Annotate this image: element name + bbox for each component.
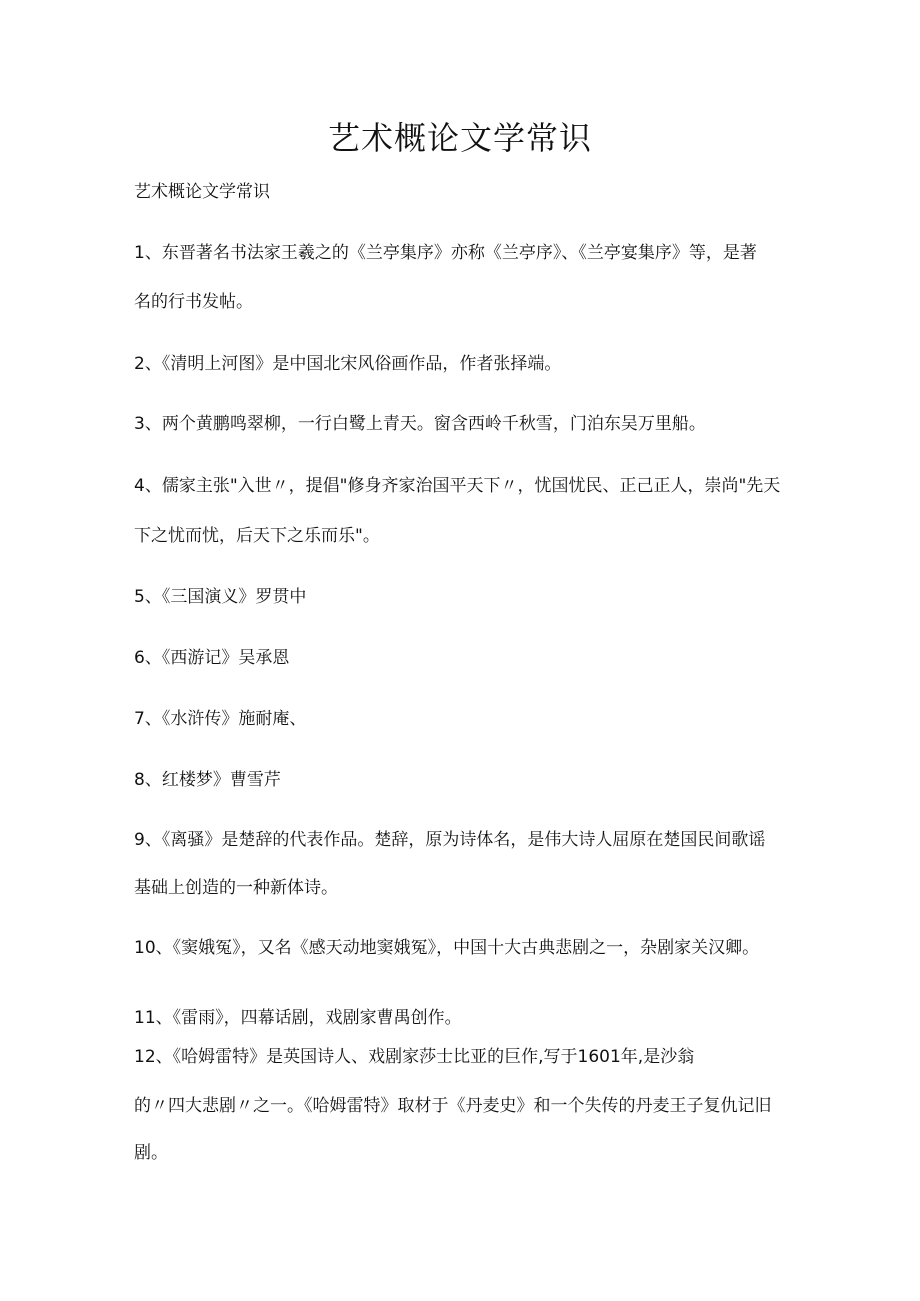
text-line-item5: 5、《三国演义》罗贯中 — [134, 587, 307, 607]
text-line-item11: 11、《雷雨》，四幕话剧，戏剧家曹禺创作。 — [134, 1008, 462, 1028]
text-line-item12-b: 的〃四大悲剧〃之一。《哈姆雷特》取材于《丹麦史》和一个失传的丹麦王子复仇记旧 — [134, 1096, 772, 1116]
text-line-item4-a: 4、儒家主张"入世〃，提倡"修身齐家治国平天下〃，忧国忧民、正己正人，崇尚"先天 — [134, 476, 781, 496]
text-line-item10: 10、《窦娥冤》，又名《感天动地窦娥冤》，中国十大古典悲剧之一，杂剧家关汉卿。 — [134, 938, 760, 958]
text-line-item2: 2、《清明上河图》是中国北宋风俗画作品，作者张择端。 — [134, 354, 562, 374]
document-title: 艺术概论文学常识 — [327, 119, 592, 157]
document-subtitle: 艺术概论文学常识 — [134, 182, 270, 202]
text-line-item12-a: 12、《哈姆雷特》是英国诗人、戏剧家莎士比亚的巨作,写于1601年,是沙翁 — [134, 1047, 695, 1067]
text-line-item8: 8、红楼梦》曹雪芹 — [134, 770, 281, 790]
text-line-item1-b: 名的行书发帖。 — [134, 292, 253, 312]
text-line-item4-b: 下之忧而忧，后天下之乐而乐"。 — [134, 526, 380, 546]
text-line-item9-a: 9、《离骚》是楚辞的代表作品。楚辞，原为诗体名，是伟大诗人屈原在楚国民间歌谣 — [134, 830, 766, 850]
text-line-item12-c: 剧。 — [134, 1143, 168, 1163]
text-line-item6: 6、《西游记》吴承恩 — [134, 648, 290, 668]
text-line-item7: 7、《水浒传》施耐庵、 — [134, 709, 307, 729]
text-line-item1-a: 1、东晋著名书法家王羲之的《兰亭集序》亦称《兰亭序》、《兰亭宴集序》等，是著 — [134, 243, 757, 263]
text-line-item9-b: 基础上创造的一种新体诗。 — [134, 878, 338, 898]
text-line-item3: 3、两个黄鹏鸣翠柳，一行白鹭上青天。窗含西岭千秋雪，门泊东吴万里船。 — [134, 414, 706, 434]
